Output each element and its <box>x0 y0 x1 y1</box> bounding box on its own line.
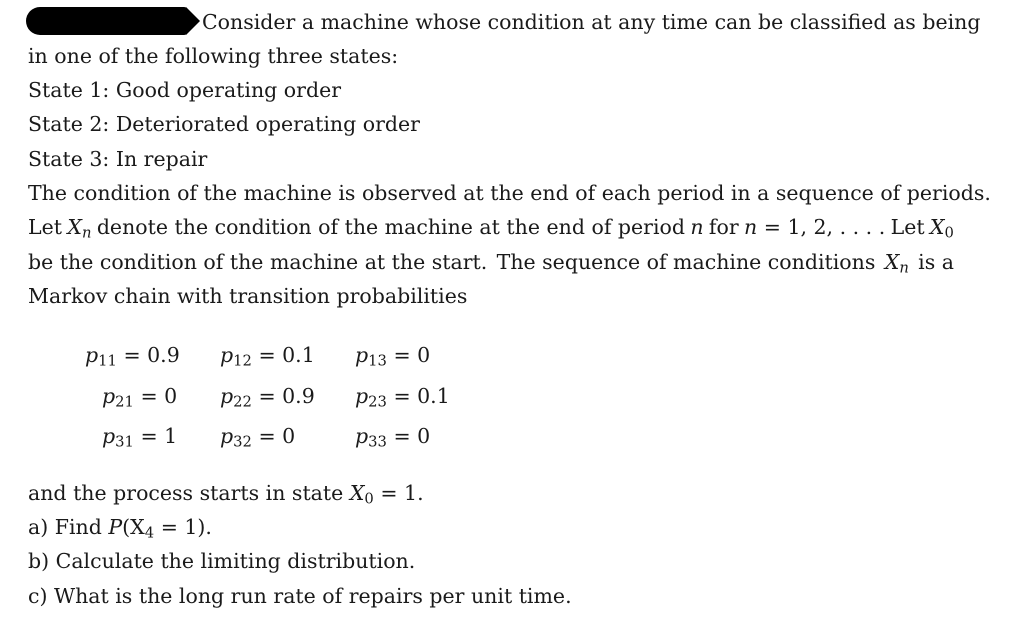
paragraph-line-1-text: The condition of the machine is observed at the end of each period in a sequence of periods. <box>28 181 991 205</box>
var-x-n: $X_n$ <box>67 215 92 242</box>
paragraph-line-3-text-a: be the condition of the machine at the start. <box>28 250 488 274</box>
word-let: Let <box>28 215 62 239</box>
p23: $p_{23} = 0.1$ <box>355 384 450 411</box>
var-x-0: $X_0$ <box>929 215 954 242</box>
p31: $p_{31} = 1$ <box>102 424 178 451</box>
paragraph-line-2-text: denote the condition of the machine at the end of period <box>96 215 685 239</box>
question-b: b) Calculate the limiting distribution. <box>28 549 416 573</box>
redacted-block-tip <box>186 7 200 35</box>
var-n: n <box>690 215 704 239</box>
p21: $p_{21} = 0$ <box>102 384 178 411</box>
start-state-line: and the process starts in state $X_0 = 1$. <box>28 481 424 508</box>
intro-line-2: in one of the following three states: <box>28 44 399 68</box>
p12: $p_{12} = 0.1$ <box>220 343 315 370</box>
state-3: State 3: In repair <box>28 147 208 171</box>
var-x-n-2: $X_n$ <box>884 250 909 277</box>
p11: $p_{11} = 0.9$ <box>85 343 180 370</box>
p22: $p_{22} = 0.9$ <box>220 384 315 411</box>
redacted-block <box>26 7 188 35</box>
n-range: n = 1, 2, . . . . <box>744 215 886 239</box>
state-1: State 1: Good operating order <box>28 78 342 102</box>
word-for: for <box>708 215 739 239</box>
p13: $p_{13} = 0$ <box>355 343 431 370</box>
word-let-2: Let <box>890 215 925 239</box>
p33: $p_{33} = 0$ <box>355 424 431 451</box>
intro-line-1: Consider a machine whose condition at any time can be classified as being <box>202 10 981 34</box>
paragraph-line-3-text-b: The sequence of machine conditions <box>496 250 876 274</box>
paragraph-line-3-text-c: is a <box>918 250 954 274</box>
question-c: c) What is the long run rate of repairs per unit time. <box>28 584 572 608</box>
paragraph-line-3 <box>28 248 954 283</box>
p32: $p_{32} = 0$ <box>220 424 296 451</box>
paragraph-line-2 <box>28 213 954 248</box>
question-a: a) Find $P(X_4 = 1)$. <box>28 515 212 542</box>
state-2: State 2: Deteriorated operating order <box>28 112 420 136</box>
paragraph-line-4: Markov chain with transition probabilities <box>28 284 468 308</box>
paragraph-line-1 <box>28 179 991 207</box>
